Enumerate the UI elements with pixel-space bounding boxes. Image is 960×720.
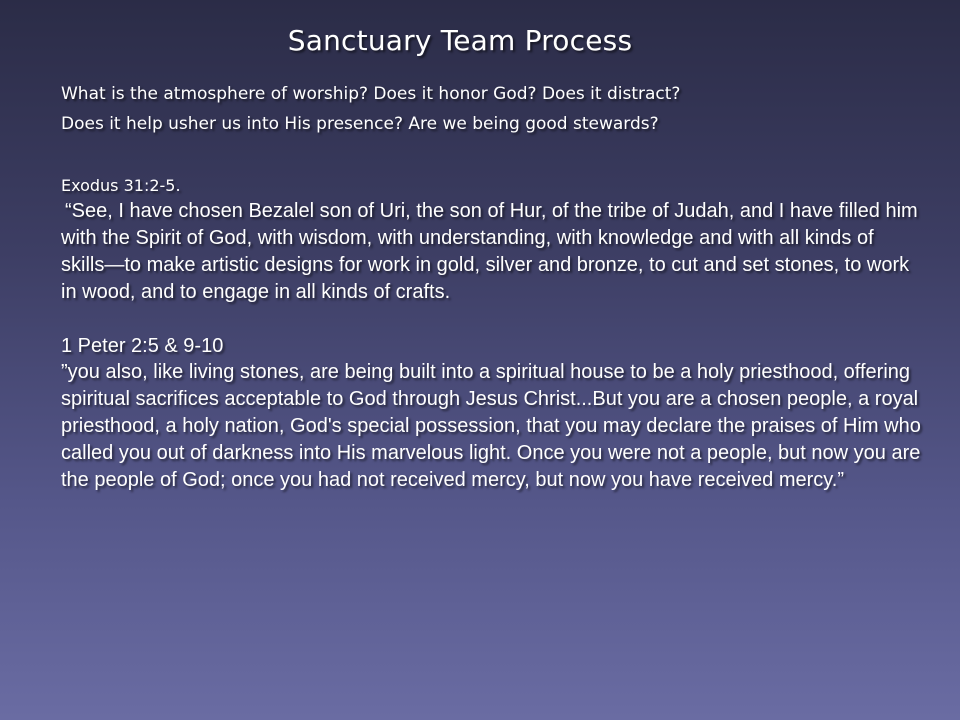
- exodus-reference: Exodus 31:2-5.: [61, 176, 181, 195]
- slide-title: Sanctuary Team Process: [287, 24, 633, 57]
- question-list: [61, 79, 921, 139]
- peter-passage: ”you also, like living stones, are being built into a spiritual house to be a holy priesthood, offering spiritual sacrifices acceptable to God through Jesus Christ...But you are a chosen people, a royal priesthood, a holy nation, God's special possession, that you may declare the praises of Him who called you out of darkness into His marvelous light. Once you were not a people, but now you are the people of God; once you had not received mercy, but now you have received mercy.”: [61, 361, 921, 491]
- peter-reference: 1 Peter 2:5 & 9-10: [61, 335, 224, 357]
- question-line: What is the atmosphere of worship? Does it honor God? Does it distract?: [61, 84, 681, 104]
- passage-spacer: [61, 306, 921, 333]
- exodus-passage: “See, I have chosen Bezalel son of Uri, the son of Hur, of the tribe of Judah, and I have filled him with the Spirit of God, with wisdom, with understanding, with knowledge and with all kinds of skills—to make artistic designs for work in gold, silver and bronze, to cut and set stones, to work in wood, and to engage in all kinds of crafts.: [61, 200, 918, 303]
- question-line: Does it help usher us into His presence? Are we being good stewards?: [61, 114, 659, 134]
- scripture-block: [61, 174, 921, 494]
